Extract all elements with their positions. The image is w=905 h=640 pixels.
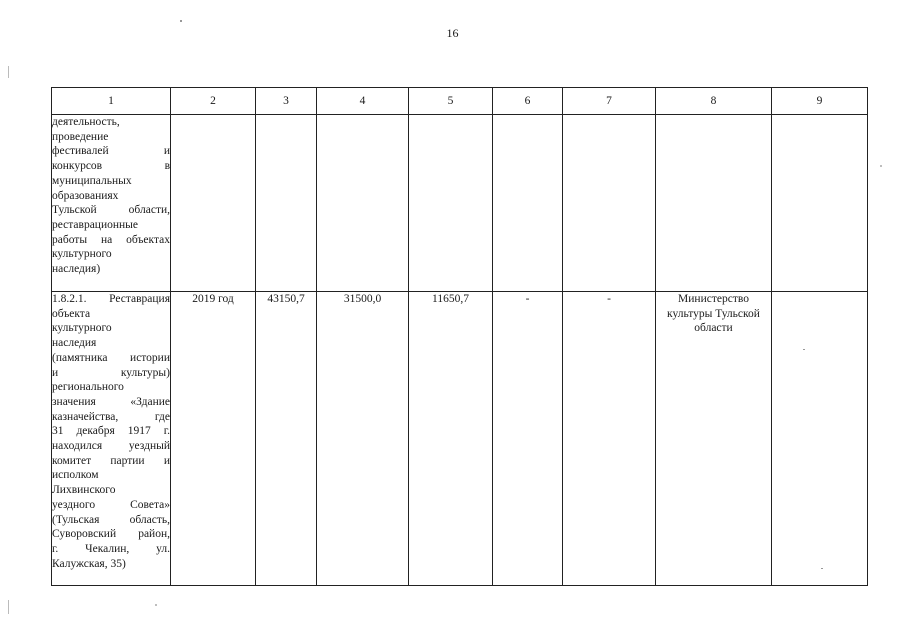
description-line: 31 декабря 1917 г. bbox=[52, 425, 170, 438]
year-cell: 2019 год bbox=[171, 292, 256, 586]
column-header-3: 3 bbox=[256, 88, 317, 115]
regional-budget-cell: 31500,0 bbox=[317, 292, 409, 586]
description-line: (памятника истории bbox=[52, 351, 170, 364]
description-line: находился уездный bbox=[52, 440, 170, 453]
table-row bbox=[52, 292, 868, 586]
scan-speck bbox=[155, 604, 157, 606]
description-line: 1.8.2.1. Реставрация bbox=[52, 293, 170, 305]
description-line: объекта bbox=[52, 307, 91, 320]
budget-table bbox=[51, 87, 868, 586]
description-line: уездного Совета» bbox=[52, 498, 170, 511]
notes-cell bbox=[772, 292, 868, 586]
description-line: культурного bbox=[52, 322, 112, 335]
table-header-row bbox=[52, 88, 868, 115]
description-line: деятельность, bbox=[52, 116, 120, 128]
column-header-1: 1 bbox=[52, 88, 171, 115]
table-row bbox=[52, 115, 868, 292]
description-line: конкурсов в bbox=[52, 160, 170, 173]
description-line: Тульской области, bbox=[52, 204, 170, 217]
description-line: наследия) bbox=[52, 263, 101, 276]
scan-speck bbox=[821, 568, 823, 569]
description-line: культурного bbox=[52, 248, 112, 261]
column-header-4: 4 bbox=[317, 88, 409, 115]
scan-speck bbox=[8, 600, 9, 614]
column-header-9: 9 bbox=[772, 88, 868, 115]
local-budget-cell: - bbox=[493, 292, 563, 586]
scan-speck bbox=[880, 165, 882, 167]
federal-budget-cell bbox=[409, 115, 493, 292]
description-line: работы на объектах bbox=[52, 233, 170, 246]
description-line: регионального bbox=[52, 381, 124, 394]
notes-cell bbox=[772, 115, 868, 292]
description-line: наследия bbox=[52, 337, 97, 350]
description-line: г. Чекалин, ул. bbox=[52, 542, 170, 555]
scan-speck bbox=[180, 20, 182, 22]
federal-budget-cell: 11650,7 bbox=[409, 292, 493, 586]
description-line: казначейства, где bbox=[52, 410, 170, 423]
scan-speck bbox=[803, 349, 805, 350]
column-header-6: 6 bbox=[493, 88, 563, 115]
activity-description-cell bbox=[52, 115, 171, 292]
column-header-8: 8 bbox=[656, 88, 772, 115]
description-line: Лихвинского bbox=[52, 484, 116, 497]
description-line: реставрационные bbox=[52, 218, 138, 231]
description-line: (Тульская область, bbox=[52, 513, 170, 526]
description-line: Суворовский район, bbox=[52, 528, 170, 541]
column-header-5: 5 bbox=[409, 88, 493, 115]
other-sources-cell bbox=[563, 115, 656, 292]
executor-cell: Министерство культуры Тульской области bbox=[656, 292, 772, 586]
page-number: 16 bbox=[446, 26, 459, 40]
total-amount-cell: 43150,7 bbox=[256, 292, 317, 586]
executor-cell bbox=[656, 115, 772, 292]
column-header-2: 2 bbox=[171, 88, 256, 115]
description-line: значения «Здание bbox=[52, 395, 170, 408]
scan-speck bbox=[8, 66, 9, 78]
local-budget-cell bbox=[493, 115, 563, 292]
description-line: проведение bbox=[52, 130, 109, 143]
year-cell bbox=[171, 115, 256, 292]
description-line: и культуры) bbox=[52, 366, 170, 379]
regional-budget-cell bbox=[317, 115, 409, 292]
activity-description-cell bbox=[52, 292, 171, 586]
other-sources-cell: - bbox=[563, 292, 656, 586]
description-line: образованиях bbox=[52, 189, 119, 202]
description-line: комитет партии и bbox=[52, 454, 170, 467]
total-amount-cell bbox=[256, 115, 317, 292]
description-line: фестивалей и bbox=[52, 145, 170, 158]
column-header-7: 7 bbox=[563, 88, 656, 115]
description-line: муниципальных bbox=[52, 174, 132, 187]
description-line: исполком bbox=[52, 469, 99, 482]
description-line: Калужская, 35) bbox=[52, 557, 126, 570]
